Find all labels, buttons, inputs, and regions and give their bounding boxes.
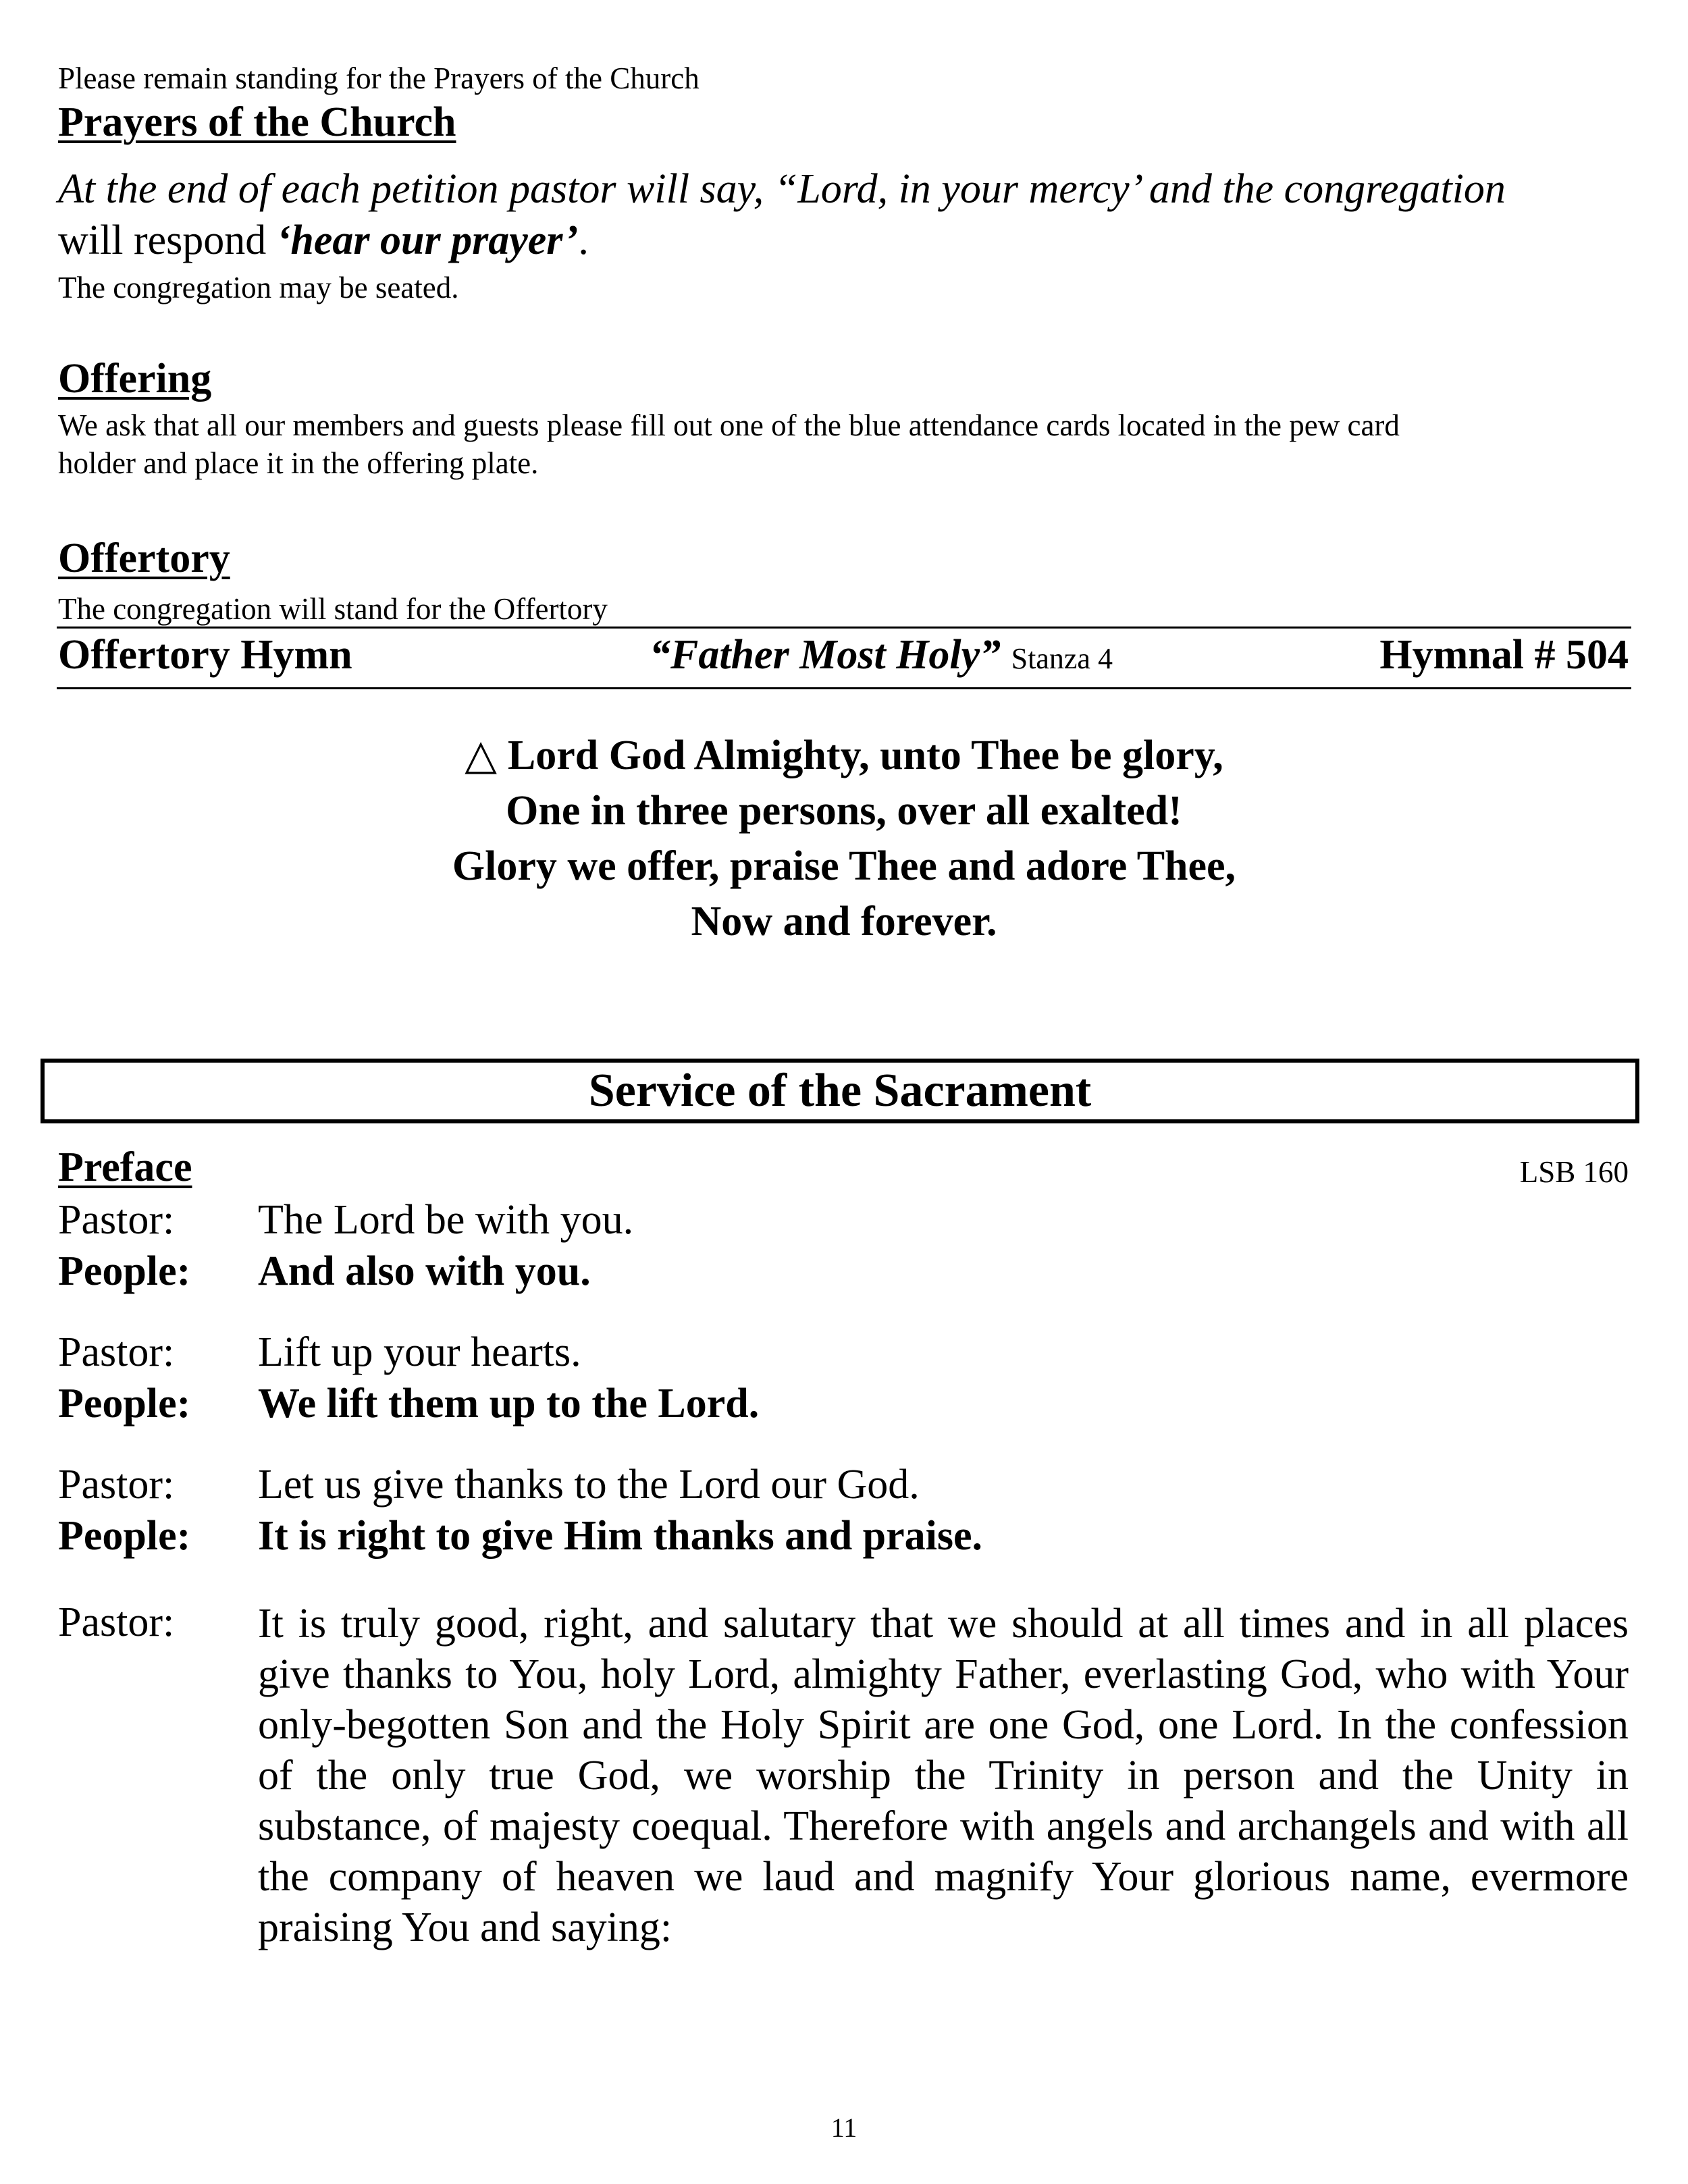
prayers-instruction: Please remain standing for the Prayers of the Church xyxy=(58,61,700,95)
dialogue-text: The Lord be with you. xyxy=(258,1197,634,1243)
stanza-line-3: Glory we offer, praise Thee and adore Thee, xyxy=(452,843,1236,889)
stanza-line-4: Now and forever. xyxy=(691,899,997,944)
respond-response: ‘hear our prayer’ xyxy=(276,217,579,263)
triangle-icon: △ xyxy=(465,733,497,778)
hymn-number: Hymnal # 504 xyxy=(1379,632,1629,678)
preface-heading: Preface xyxy=(58,1144,192,1190)
prayers-heading: Prayers of the Church xyxy=(58,99,456,145)
hymn-top-rule xyxy=(57,627,1631,629)
hymn-title: “Father Most Holy” xyxy=(650,632,1001,678)
respond-prefix: will respond xyxy=(58,217,277,263)
offering-text-line1: We ask that all our members and guests please fill out one of the blue attendance cards located in the pew card xyxy=(58,408,1400,442)
dialogue-role-pastor: Pastor: xyxy=(58,1462,175,1508)
hymn-label: Offertory Hymn xyxy=(58,632,352,678)
seated-note: The congregation may be seated. xyxy=(58,271,459,304)
section-title-box xyxy=(41,1059,1639,1123)
dialogue-role-pastor: Pastor: xyxy=(58,1329,175,1375)
stanza-line-1-text: Lord God Almighty, unto Thee be glory, xyxy=(507,733,1223,778)
dialogue-text: It is right to give Him thanks and praise. xyxy=(258,1513,983,1559)
offering-text-line2: holder and place it in the offering plate. xyxy=(58,446,539,480)
preface-reference: LSB 160 xyxy=(1519,1155,1629,1189)
dialogue-role-people: People: xyxy=(58,1248,191,1294)
offering-heading: Offering xyxy=(58,356,212,402)
stanza-line-2: One in three persons, over all exalted! xyxy=(506,788,1182,834)
hymn-bottom-rule xyxy=(57,687,1631,689)
offertory-heading: Offertory xyxy=(58,535,230,581)
petition-instruction: At the end of each petition pastor will say, “Lord, in your mercy’ and the congregation xyxy=(58,166,1506,212)
dialogue-text: And also with you. xyxy=(258,1248,591,1294)
dialogue-role-pastor: Pastor: xyxy=(58,1197,175,1243)
stanza-line-1 xyxy=(0,728,1688,783)
hymn-header xyxy=(58,631,1629,685)
offertory-note: The congregation will stand for the Offertory xyxy=(58,592,608,626)
hymn-title-group xyxy=(650,631,1113,679)
dialogue-text: Let us give thanks to the Lord our God. xyxy=(258,1462,920,1508)
dialogue-role-people: People: xyxy=(58,1513,191,1559)
dialogue-role-people: People: xyxy=(58,1381,191,1427)
section-title: Service of the Sacrament xyxy=(588,1065,1092,1117)
dialogue-role-pastor: Pastor: xyxy=(58,1599,175,1645)
respond-suffix: . xyxy=(578,217,589,263)
hymn-stanza: Stanza 4 xyxy=(1011,642,1113,675)
respond-line xyxy=(58,215,589,266)
dialogue-text: We lift them up to the Lord. xyxy=(258,1381,760,1427)
dialogue-text: Lift up your hearts. xyxy=(258,1329,581,1375)
preface-paragraph: It is truly good, right, and salutary that we should at all times and in all places give thanks to You, holy Lord, almighty Father, everlasting God, who with Your only-begotten Son and the Holy Spirit are one God, one Lord. In the confession of the only true God, we worship the Trinity in person and the Unity in substance, of majesty coequal. Therefore with angels and archangels and with all the company of heaven we laud and magnify Your glorious name, evermore praising You and saying: xyxy=(258,1601,1629,1950)
page-number: 11 xyxy=(830,2112,858,2143)
